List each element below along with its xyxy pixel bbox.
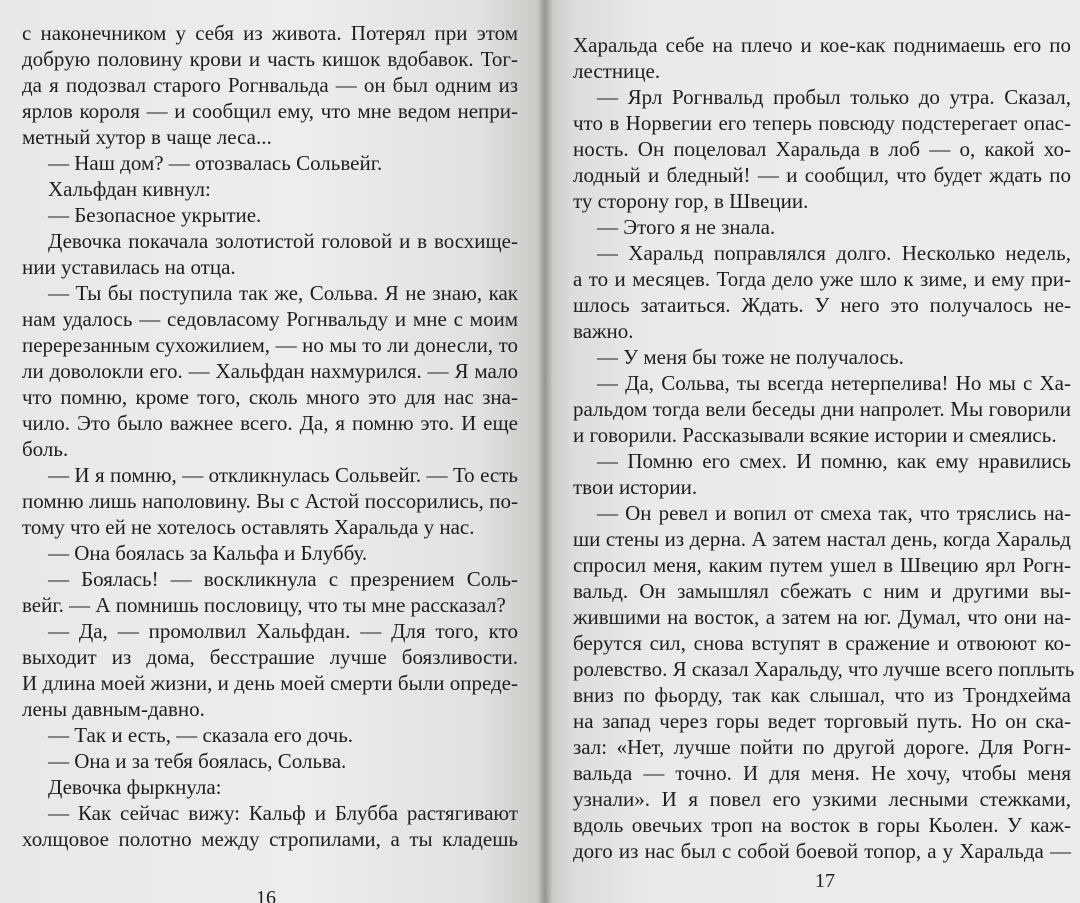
text-line: ши стены из дерна. А затем настал день, когда Харальд <box>573 527 1071 551</box>
right-page <box>545 0 1080 903</box>
text-line: спросил меня, каким путем ушел в Швецию ярл Рогн- <box>573 553 1071 577</box>
text-line: — Так и есть, — сказала его дочь. <box>48 723 354 747</box>
text-line: — Да, — промолвил Хальфдан. — Для того, кто <box>48 619 518 643</box>
text-line: вниз по фьорду, так как слышал, что из Трондхейма <box>573 683 1071 707</box>
text-line: ту сторону гор, в Швеции. <box>573 189 809 213</box>
text-line: — Боялась! — воскликнула с презрением Соль- <box>48 567 518 591</box>
text-line: — Да, Сольва, ты всегда нетерпелива! Но мы с Ха- <box>597 371 1071 395</box>
text-line: шлось затаиться. Ждать. У него это получалось не- <box>573 293 1071 317</box>
text-line: нии уставилась на отца. <box>22 255 236 279</box>
text-line: ли доволокли его. — Хальфдан нахмурился. — Я мало <box>22 359 518 383</box>
text-line: — И я помню, — откликнулась Сольвейг. — То есть <box>48 463 518 487</box>
text-line: узнали». И я повел его узкими лесными стежками, <box>573 787 1071 811</box>
text-line: выходит из дома, бесстрашие лучше боязливости. <box>22 645 518 669</box>
text-line: лены давным-давно. <box>22 697 205 721</box>
text-line: вдоль овечьих троп на восток в горы Кьолен. У каж- <box>573 813 1071 837</box>
text-line: — Он ревел и вопил от смеха так, что тряслись на- <box>597 501 1071 525</box>
text-line: ральдом тогда вели беседы дни напролет. Мы говорили <box>573 397 1071 421</box>
text-line: — Она боялась за Кальфа и Блуббу. <box>48 541 368 565</box>
text-line: важно. <box>573 319 634 343</box>
text-line: вальд. Он замышлял сбежать с ним и другими вы- <box>573 579 1071 603</box>
text-line: — У меня бы тоже не получалось. <box>597 345 904 369</box>
text-line: твои истории. <box>573 475 698 499</box>
text-line: жившими на восток, а затем на юг. Думал, что они на- <box>573 605 1071 629</box>
text-line: лодный и бледный! — и сообщил, что будет ждать по <box>573 163 1071 187</box>
text-line: нам удалось — седовласому Рогнвальду и мне с моим <box>22 307 518 331</box>
text-line: ролевство. Я сказал Харальду, что лучше всего поплыть <box>573 657 1075 681</box>
text-line: — Безопасное укрытие. <box>48 203 262 227</box>
text-line: — Харальд поправлялся долго. Несколько недель, <box>597 241 1071 265</box>
text-line: Хальфдан кивнул: <box>48 177 211 201</box>
text-line: — Она и за тебя боялась, Сольва. <box>48 749 347 773</box>
text-line: чило. Это было важнее всего. Да, я помню это. И еще <box>22 411 518 435</box>
text-line: — Наш дом? — отозвалась Сольвейг. <box>48 151 383 175</box>
text-line: — Ты бы поступила так же, Сольва. Я не знаю, как <box>48 281 518 305</box>
text-line: помню лишь наполовину. Вы с Астой поссорились, по- <box>22 489 518 513</box>
text-line: зал: «Нет, лучше пойти по другой дороге. Для Рогн- <box>573 735 1071 759</box>
text-line: и говорили. Рассказывали всякие истории и смеялись. <box>573 423 1057 447</box>
text-line: вейг. — А помнишь пословицу, что ты мне рассказал? <box>22 593 506 617</box>
text-line: берутся сил, снова вступят в сражение и отвоюют ко- <box>573 631 1071 655</box>
text-line: холщовое полотно между стропилами, а ты кладешь <box>22 827 518 851</box>
text-line: ность. Он поцеловал Харальда в лоб — о, какой хо- <box>573 137 1071 161</box>
text-line: дого из нас был с собой боевой топор, а у Харальда — <box>573 839 1071 863</box>
text-line: боль. <box>22 437 69 461</box>
text-line: на запад через горы ведет торговый путь. Но он ска- <box>573 709 1071 733</box>
book-gutter <box>537 0 553 903</box>
text-line: Девочка покачала золотистой головой и в восхище- <box>48 229 518 253</box>
text-line: да я подозвал старого Рогнвальда — он был одним из <box>22 73 518 97</box>
text-line: Девочка фыркнула: <box>48 775 222 799</box>
text-line: — Помню его смех. И помню, как ему нравились <box>597 449 1071 473</box>
page-number: 16 <box>256 887 276 903</box>
text-line: метный хутор в чаще леса... <box>22 125 272 149</box>
text-line: — Этого я не знала. <box>597 215 776 239</box>
text-line: тому что ей не хотелось оставлять Харальда у нас. <box>22 515 475 539</box>
text-line: добрую половину крови и часть кишок вдобавок. Тог- <box>22 47 518 71</box>
text-line: что помню, кроме того, сколь много это для нас зна- <box>22 385 518 409</box>
text-line: вальда — точно. И для меня. Не хочу, чтобы меня <box>573 761 1071 785</box>
text-line: Харальда себе на плечо и кое-как поднимаешь его по <box>573 33 1071 57</box>
text-line: — Ярл Рогнвальд пробыл только до утра. Сказал, <box>597 85 1071 109</box>
text-line: что в Норвегии его теперь повсюду подстерегает опас- <box>573 111 1071 135</box>
text-line: — Как сейчас вижу: Кальф и Блубба растягивают <box>48 801 518 825</box>
text-line: И длина моей жизни, и день моей смерти были опреде- <box>22 671 518 695</box>
text-line: перерезанным сухожилием, — но мы то ли донесли, то <box>22 333 518 357</box>
text-line: а то и месяцев. Тогда дело уже шло к зиме, и ему при- <box>573 267 1071 291</box>
text-line: ярлов короля — и сообщил ему, что мне ведом непри- <box>22 99 518 123</box>
page-number: 17 <box>815 870 835 892</box>
text-line: с наконечником у себя из живота. Потерял при этом <box>22 21 518 45</box>
text-line: лестнице. <box>573 59 661 83</box>
